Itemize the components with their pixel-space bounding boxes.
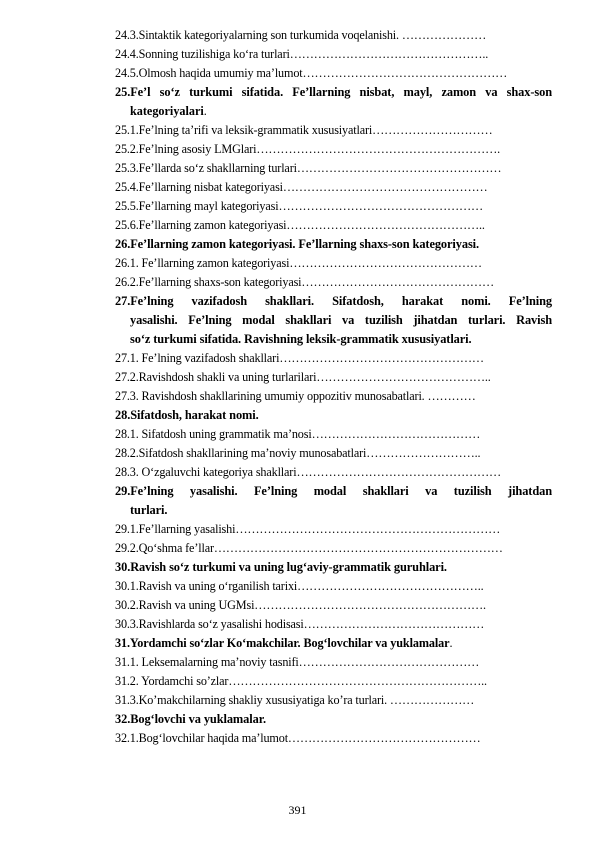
toc-entry: 25.5.Fe’llarning mayl kategoriyasi…………………………………………… [115, 199, 484, 213]
toc-entry: 24.3.Sintaktik kategoriyalarning son turkumida voqelanishi. ………………… [115, 28, 487, 42]
toc-section-heading-cont: turlari. [130, 503, 168, 517]
toc-heading-period: . [203, 104, 207, 118]
toc-section-heading: 29.Fe’lning yasalishi. Fe’lning modal shakllari va tuzilish jihatdan [115, 484, 552, 498]
toc-entry: 29.2.Qo‘shma fe’llar……………………………………………………………… [115, 541, 503, 555]
toc-entry: 26.1. Fe’llarning zamon kategoriyasi………………………………………… [115, 256, 482, 270]
toc-section-heading: 32.Bog‘lovchi va yuklamalar. [115, 712, 266, 726]
toc-entry: 25.6.Fe’llarning zamon kategoriyasi………………………………………….. [115, 218, 485, 232]
toc-entry: 29.1.Fe’llarning yasalishi………………………………………………………… [115, 522, 501, 536]
toc-entry: 24.4.Sonning tuzilishiga ko‘ra turlari………………………………………….. [115, 47, 489, 61]
toc-entry: 31.2. Yordamchi so’zlar……………………………………………………….. [115, 674, 487, 688]
toc-entry: 24.5.Olmosh haqida umumiy ma’lumot…………………………………………… [115, 66, 508, 80]
toc-entry: 30.1.Ravish va uning o‘rganilish tarixi……………………………………….. [115, 579, 484, 593]
toc-entry: 28.2.Sifatdosh shakllarining ma’noviy munosabatlari……………………….. [115, 446, 481, 460]
toc-entry: 32.1.Bog‘lovchilar haqida ma’lumot………………………………………… [115, 731, 481, 745]
toc-section-heading-cont: yasalishi. Fe’lning modal shakllari va tuzilish jihatdan turlari. Ravish [130, 313, 552, 327]
toc-entry: 27.2.Ravishdosh shakli va uning turlarilari…………………………………….. [115, 370, 491, 384]
toc-entry: 28.3. O‘zgaluvchi kategoriya shakllari…………………………………………… [115, 465, 502, 479]
toc-section-heading: 25.Fe’l so‘z turkumi sifatida. Fe’llarning nisbat, mayl, zamon va shax-son [115, 85, 552, 99]
toc-heading-period: . [449, 636, 453, 650]
toc-section-heading: 26.Fe’llarning zamon kategoriyasi. Fe’llarning shaxs-son kategoriyasi. [115, 237, 480, 251]
toc-entry: 31.1. Leksemalarning ma’noviy tasnifi……………………………………… [115, 655, 480, 669]
toc-entry: 25.4.Fe’llarning nisbat kategoriyasi…………………………………………… [115, 180, 488, 194]
toc-entry: 30.2.Ravish va uning UGMsi…………………………………………………. [115, 598, 486, 612]
toc-entry: 26.2.Fe’llarning shaxs-son kategoriyasi………………………………………… [115, 275, 495, 289]
toc-entry: 31.3.Ko’makchilarning shakliy xususiyatiga ko’ra turlari. ………………… [115, 693, 475, 707]
toc-section-heading-cont [130, 103, 552, 119]
toc-entry: 27.1. Fe’lning vazifadosh shakllari…………………………………………… [115, 351, 484, 365]
toc-section-heading: 28.Sifatdosh, harakat nomi. [115, 408, 259, 422]
toc-section-heading: 30.Ravish so‘z turkumi va uning lug‘aviy-grammatik guruhlari. [115, 560, 447, 574]
toc-entry: 25.2.Fe’lning asosiy LMGlari……………………………………………………. [115, 142, 501, 156]
toc-entry: 30.3.Ravishlarda so‘z yasalishi hodisasi……………………………………… [115, 617, 485, 631]
page-number: 391 [288, 803, 307, 817]
toc-entry: 25.3.Fe’llarda so‘z shakllarning turlari…………………………………………… [115, 161, 502, 175]
toc-heading-text: 31.Yordamchi so‘zlar Ko‘makchilar. Bog‘lovchilar va yuklamalar [115, 636, 450, 650]
toc-section-heading: 27.Fe’lning vazifadosh shakllari. Sifatdosh, harakat nomi. Fe’lning [115, 294, 552, 308]
toc-section-heading [115, 635, 552, 651]
toc-section-heading-cont: so‘z turkumi sifatida. Ravishning leksik-grammatik xususiyatlari. [130, 332, 472, 346]
toc-entry: 25.1.Fe’lning ta’rifi va leksik-grammatik xususiyatlari………………………… [115, 123, 493, 137]
toc-heading-text: kategoriyalari [130, 104, 204, 118]
toc-entry: 27.3. Ravishdosh shakllarining umumiy oppozitiv munosabatlari. ………… [115, 389, 476, 403]
toc-entry: 28.1. Sifatdosh uning grammatik ma’nosi…………………………………… [115, 427, 481, 441]
